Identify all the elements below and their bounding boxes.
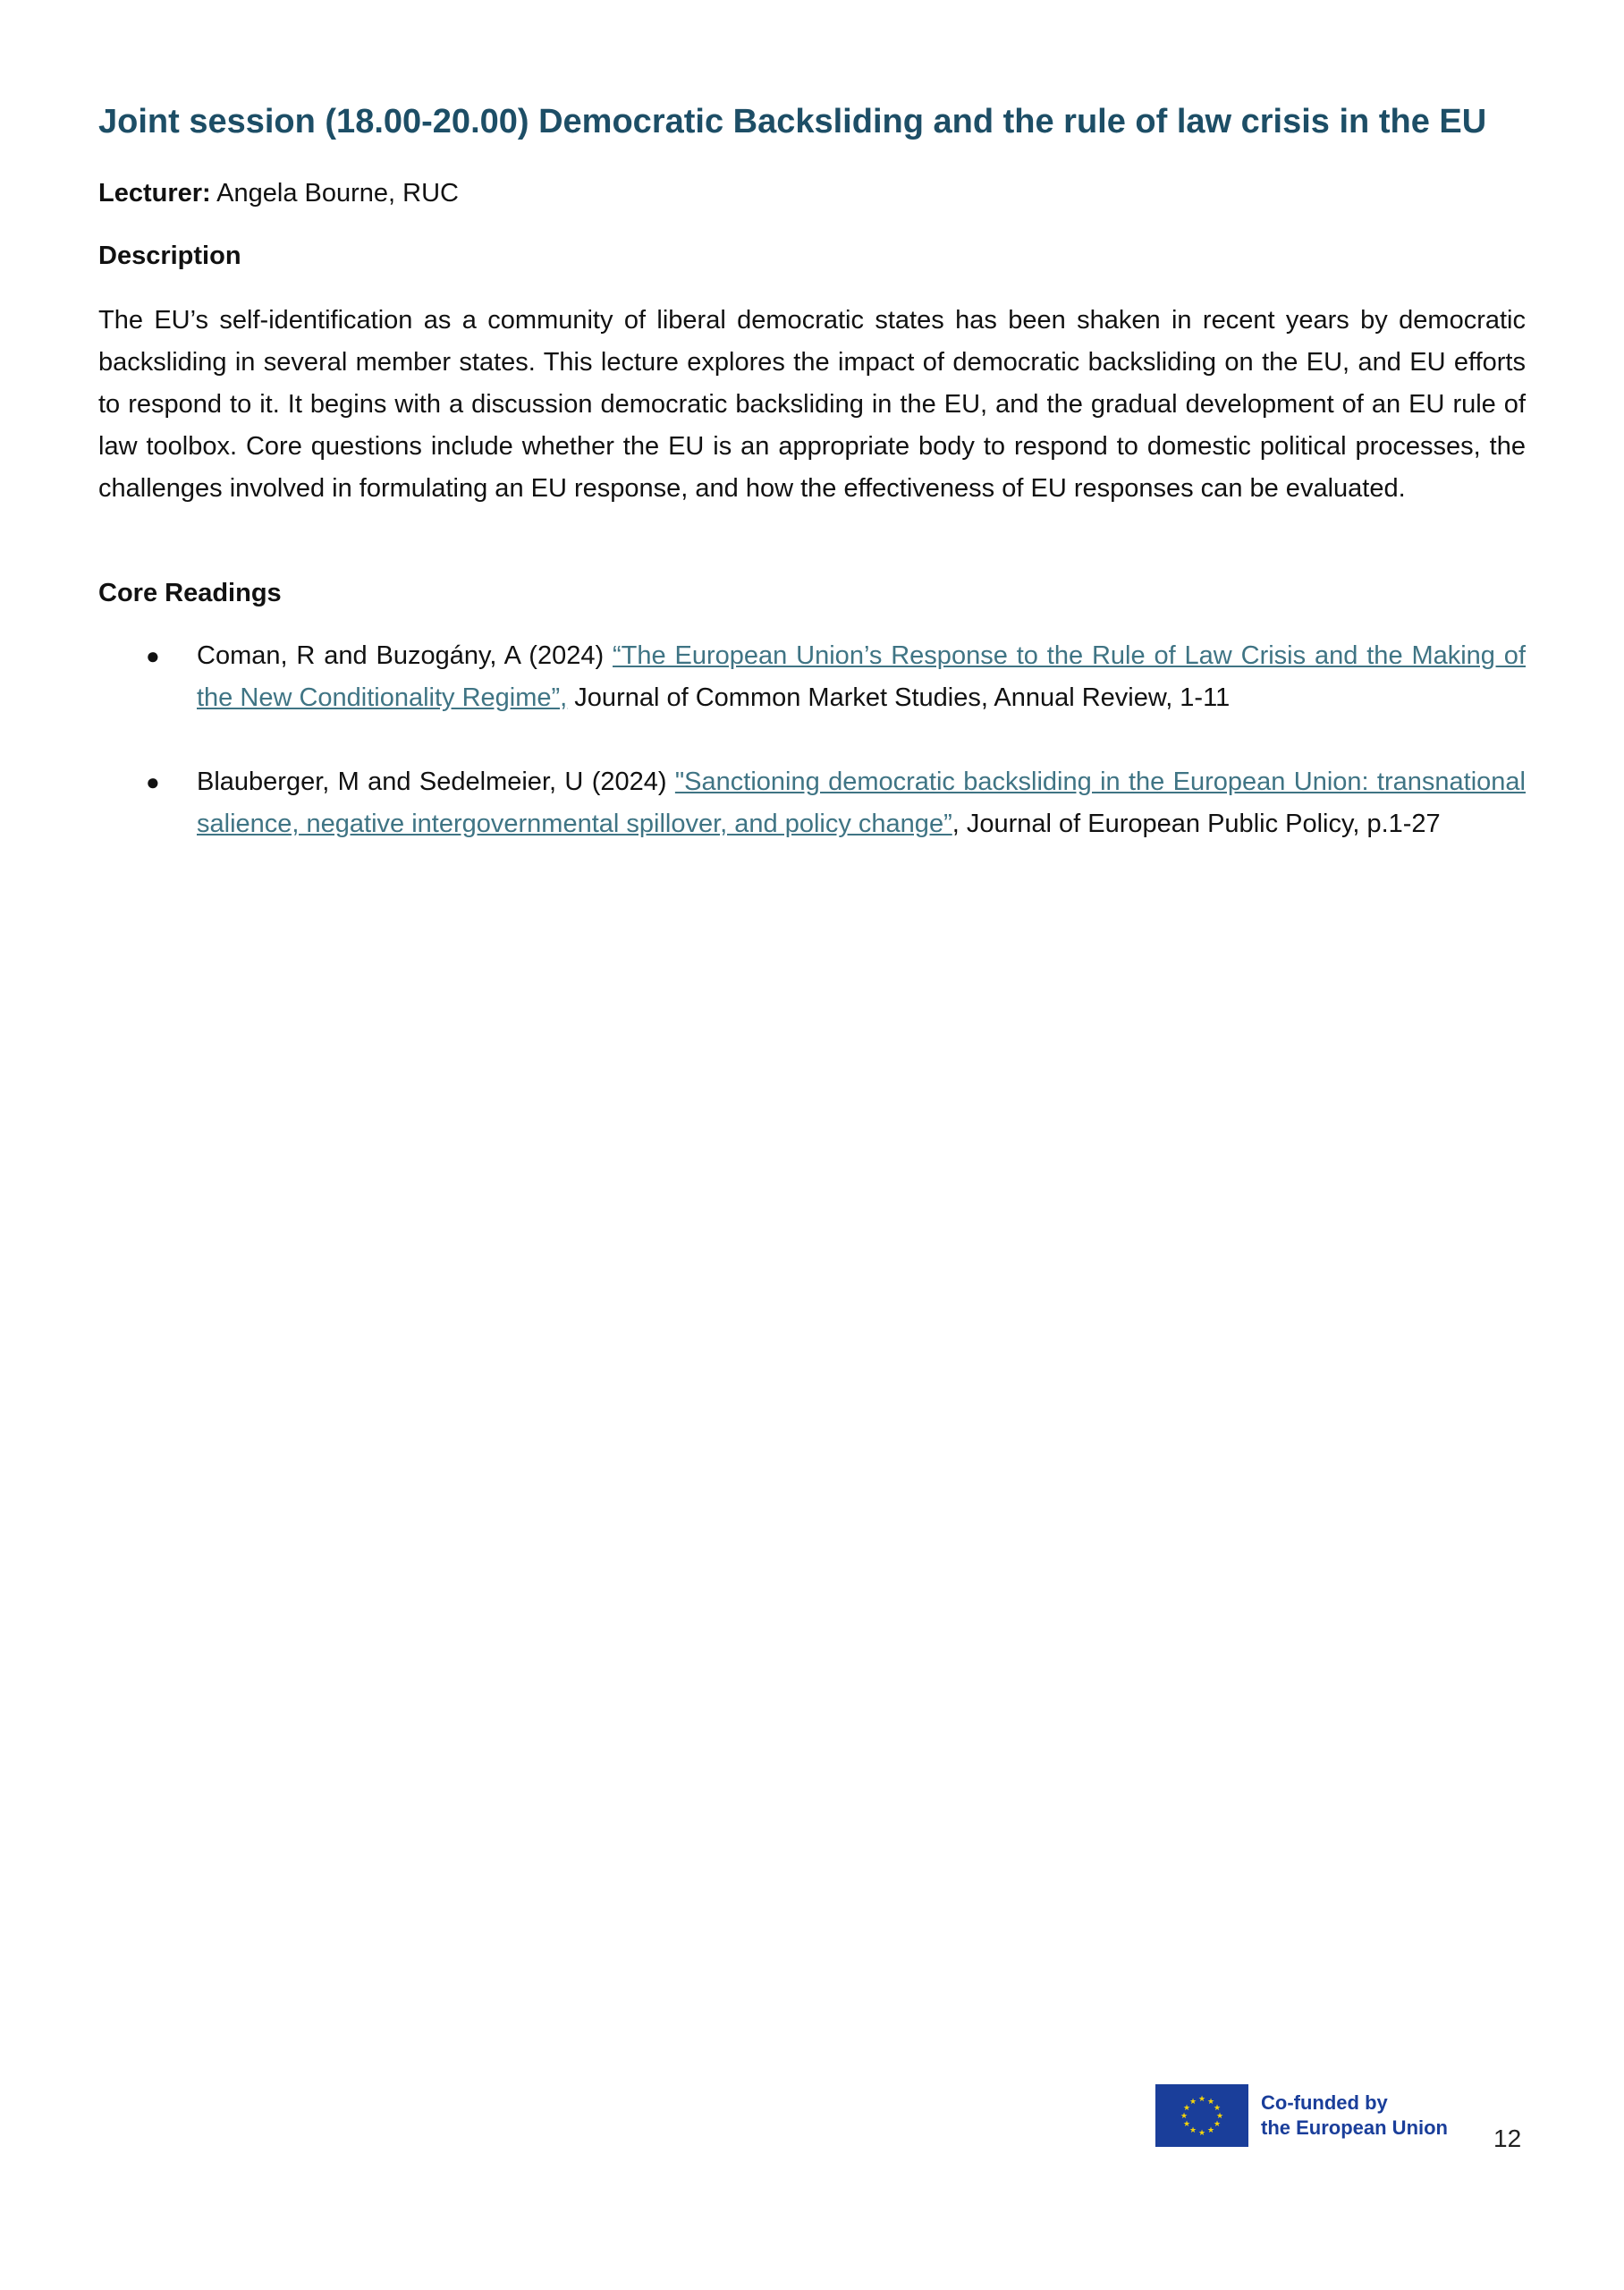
eu-flag-icon: ★ ★ ★ ★ ★ ★ ★ ★ ★ ★ ★ ★	[1155, 2084, 1248, 2147]
reading-authors: Coman, R and Buzogány, A (2024)	[197, 641, 613, 670]
lecturer-line	[98, 175, 459, 211]
session-title: Joint session (18.00-20.00) Democratic Backsliding and the rule of law crisis in the EU	[98, 103, 1487, 140]
reading-source: Journal of Common Market Studies, Annual Review, 1-11	[567, 683, 1231, 712]
core-readings-list	[98, 635, 1526, 887]
core-readings-heading: Core Readings	[98, 579, 282, 607]
bullet-icon: ●	[146, 768, 160, 795]
cofunded-line-1: Co-funded by	[1261, 2091, 1388, 2114]
reading-authors: Blauberger, M and Sedelmeier, U (2024)	[197, 768, 675, 796]
lecturer-name: Angela Bourne, RUC	[210, 179, 459, 208]
reading-link[interactable]: "Sanctioning democratic backsliding in the European Union: transnational salience, negative intergovernmental spillover, and policy change”	[197, 768, 1526, 838]
reading-item	[98, 761, 1526, 845]
eu-cofunded-logo	[1155, 2084, 1448, 2147]
lecturer-label: Lecturer:	[98, 179, 211, 208]
reading-source: , Journal of European Public Policy, p.1-27	[952, 810, 1441, 838]
description-heading: Description	[98, 242, 241, 270]
page-number: 12	[1493, 2125, 1522, 2152]
bullet-icon: ●	[146, 642, 160, 669]
cofunded-text	[1261, 2091, 1448, 2141]
cofunded-line-2: the European Union	[1261, 2116, 1448, 2139]
reading-link[interactable]: “The European Union’s Response to the Rule of Law Crisis and the Making of the New Conditionality Regime”,	[197, 641, 1526, 712]
description-text: The EU’s self-identification as a community of liberal democratic states has been shaken in recent years by democratic backsliding in several member states. This lecture explores the impact of democratic backsliding on the EU, and EU efforts to respond to it. It begins with a discussion democratic backsliding in the EU, and the gradual development of an EU rule of law toolbox. Core questions include whether the EU is an appropriate body to respond to domestic political processes, the challenges involved in formulating an EU response, and how the effectiveness of EU responses can be evaluated.	[98, 306, 1526, 503]
reading-item	[98, 635, 1526, 719]
